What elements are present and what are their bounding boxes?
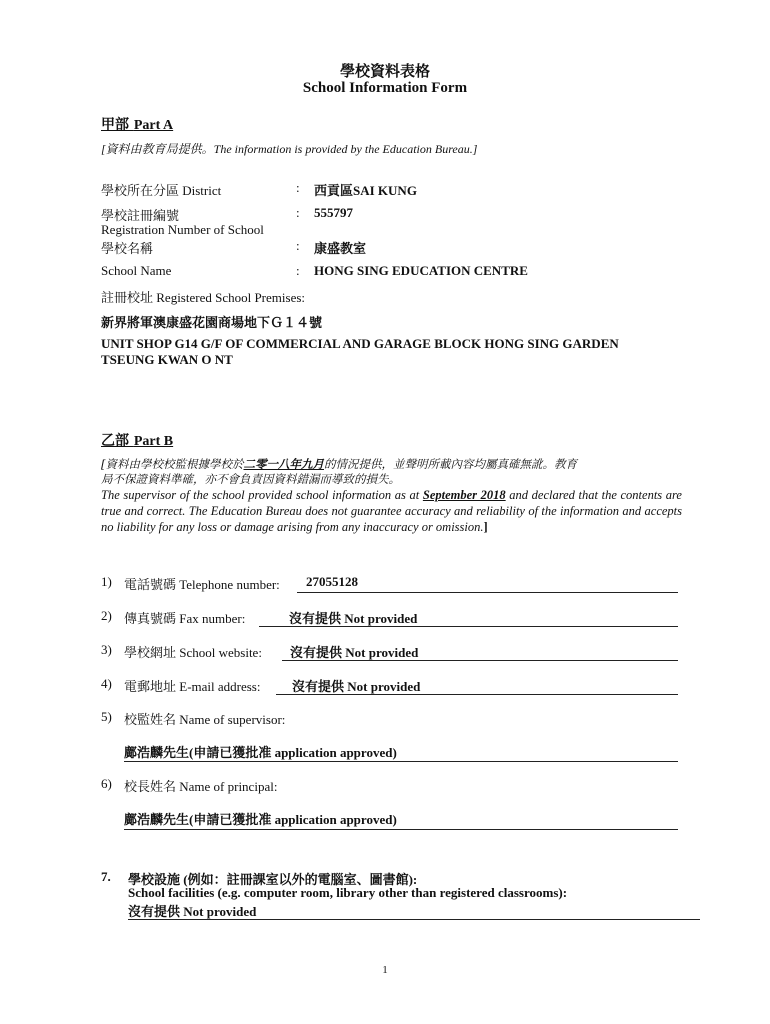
premises-label: 註冊校址 Registered School Premises: bbox=[101, 290, 306, 305]
part-b-heading bbox=[101, 430, 173, 450]
item-7-number: 7. bbox=[101, 869, 111, 884]
part-a-heading-zh: 甲部 bbox=[101, 117, 129, 133]
part-b-note-zh-line2: 局不保證資料準確，亦不會負責因資料錯漏而導致的損失。 bbox=[101, 472, 400, 486]
district-label: 學校所在分區 District bbox=[101, 183, 222, 198]
part-b-heading-en: Part B bbox=[133, 434, 174, 449]
part-b-note-zh-line1 bbox=[101, 456, 577, 472]
school-name-label-zh: 學校名稱 bbox=[101, 241, 154, 256]
telephone-label: 電話號碼 Telephone number: bbox=[124, 577, 280, 592]
item-6-number: 6) bbox=[101, 776, 112, 791]
principal-value: 鄺浩麟先生(申請已獲批准 application approved) bbox=[124, 812, 397, 827]
website-label: 學校網址 School website: bbox=[124, 645, 262, 660]
item-3-number: 3) bbox=[101, 642, 112, 657]
registration-label-en: Registration Number of School bbox=[101, 222, 264, 237]
premises-address-en-line1: UNIT SHOP G14 G/F OF COMMERCIAL AND GARAGE BLOCK HONG SING GARDEN bbox=[101, 336, 619, 351]
fax-label: 傳真號碼 Fax number: bbox=[124, 611, 246, 626]
part-a-heading bbox=[101, 114, 173, 134]
premises-address-en-line2: TSEUNG KWAN O NT bbox=[101, 352, 233, 367]
website-underline bbox=[282, 660, 678, 661]
registration-colon: : bbox=[296, 205, 300, 220]
part-b-note-en-pre: The supervisor of the school provided school information as at bbox=[101, 488, 423, 502]
school-name-value-en: HONG SING EDUCATION CENTRE bbox=[314, 263, 528, 278]
school-name-value-zh: 康盛教室 bbox=[314, 241, 367, 256]
email-value: 沒有提供 Not provided bbox=[292, 679, 421, 694]
registration-value: 555797 bbox=[314, 205, 353, 220]
website-value: 沒有提供 Not provided bbox=[290, 645, 419, 660]
email-label: 電郵地址 E-mail address: bbox=[124, 679, 261, 694]
part-b-heading-zh: 乙部 bbox=[101, 433, 129, 449]
facilities-label-zh: 學校設施 (例如：註冊課室以外的電腦室、圖書館): bbox=[128, 872, 418, 887]
part-a-heading-en: Part A bbox=[133, 118, 174, 133]
telephone-value: 27055128 bbox=[306, 574, 358, 589]
form-title-chinese: 學校資料表格 bbox=[339, 62, 430, 80]
fax-value: 沒有提供 Not provided bbox=[289, 611, 418, 626]
supervisor-underline bbox=[124, 761, 678, 762]
item-1-number: 1) bbox=[101, 574, 112, 589]
facilities-value: 沒有提供 Not provided bbox=[128, 904, 257, 919]
district-value: 西貢區SAI KUNG bbox=[314, 183, 417, 198]
part-b-note-zh-date: 二零一八年九月 bbox=[243, 457, 324, 471]
part-b-note-en-date: September 2018 bbox=[422, 488, 506, 502]
part-b-note-zh-pre: [資料由學校校監根據學校於 bbox=[101, 457, 244, 471]
email-underline bbox=[276, 694, 678, 695]
part-b-note-en-post: and declared that the contents are true and correct. The Education Bureau does not guarantee accuracy and reliability of the information and accepts no liability for any loss or damage arising from any inaccuracy or omission. bbox=[101, 488, 682, 534]
supervisor-label: 校監姓名 Name of supervisor: bbox=[124, 712, 286, 727]
premises-address-zh: 新界將軍澳康盛花園商場地下Ｇ１４號 bbox=[101, 315, 323, 330]
form-title-english: School Information Form bbox=[302, 80, 468, 96]
part-b-note-en bbox=[101, 487, 682, 535]
district-colon: : bbox=[296, 180, 300, 195]
school-name-label-en: School Name bbox=[101, 263, 172, 278]
registration-label-zh: 學校註冊編號 bbox=[101, 208, 180, 223]
principal-label: 校長姓名 Name of principal: bbox=[124, 779, 278, 794]
part-b-note-zh-post: 的情況提供，並聲明所載內容均屬真確無訛。教育 bbox=[324, 457, 577, 471]
item-4-number: 4) bbox=[101, 676, 112, 691]
school-name-colon-zh: : bbox=[296, 238, 300, 253]
telephone-underline bbox=[297, 592, 678, 593]
fax-underline bbox=[259, 626, 678, 627]
facilities-label-en: School facilities (e.g. computer room, library other than registered classrooms): bbox=[128, 885, 568, 900]
school-name-colon-en: : bbox=[296, 263, 300, 278]
facilities-underline bbox=[128, 919, 700, 920]
part-a-note: [資料由教育局提供。The information is provided by the Education Bureau.] bbox=[101, 142, 478, 156]
item-2-number: 2) bbox=[101, 608, 112, 623]
item-5-number: 5) bbox=[101, 709, 112, 724]
part-b-note-en-close: ] bbox=[483, 520, 488, 534]
supervisor-value: 鄺浩麟先生(申請已獲批准 application approved) bbox=[124, 745, 397, 760]
page-number: 1 bbox=[382, 964, 388, 976]
principal-underline bbox=[124, 829, 678, 830]
